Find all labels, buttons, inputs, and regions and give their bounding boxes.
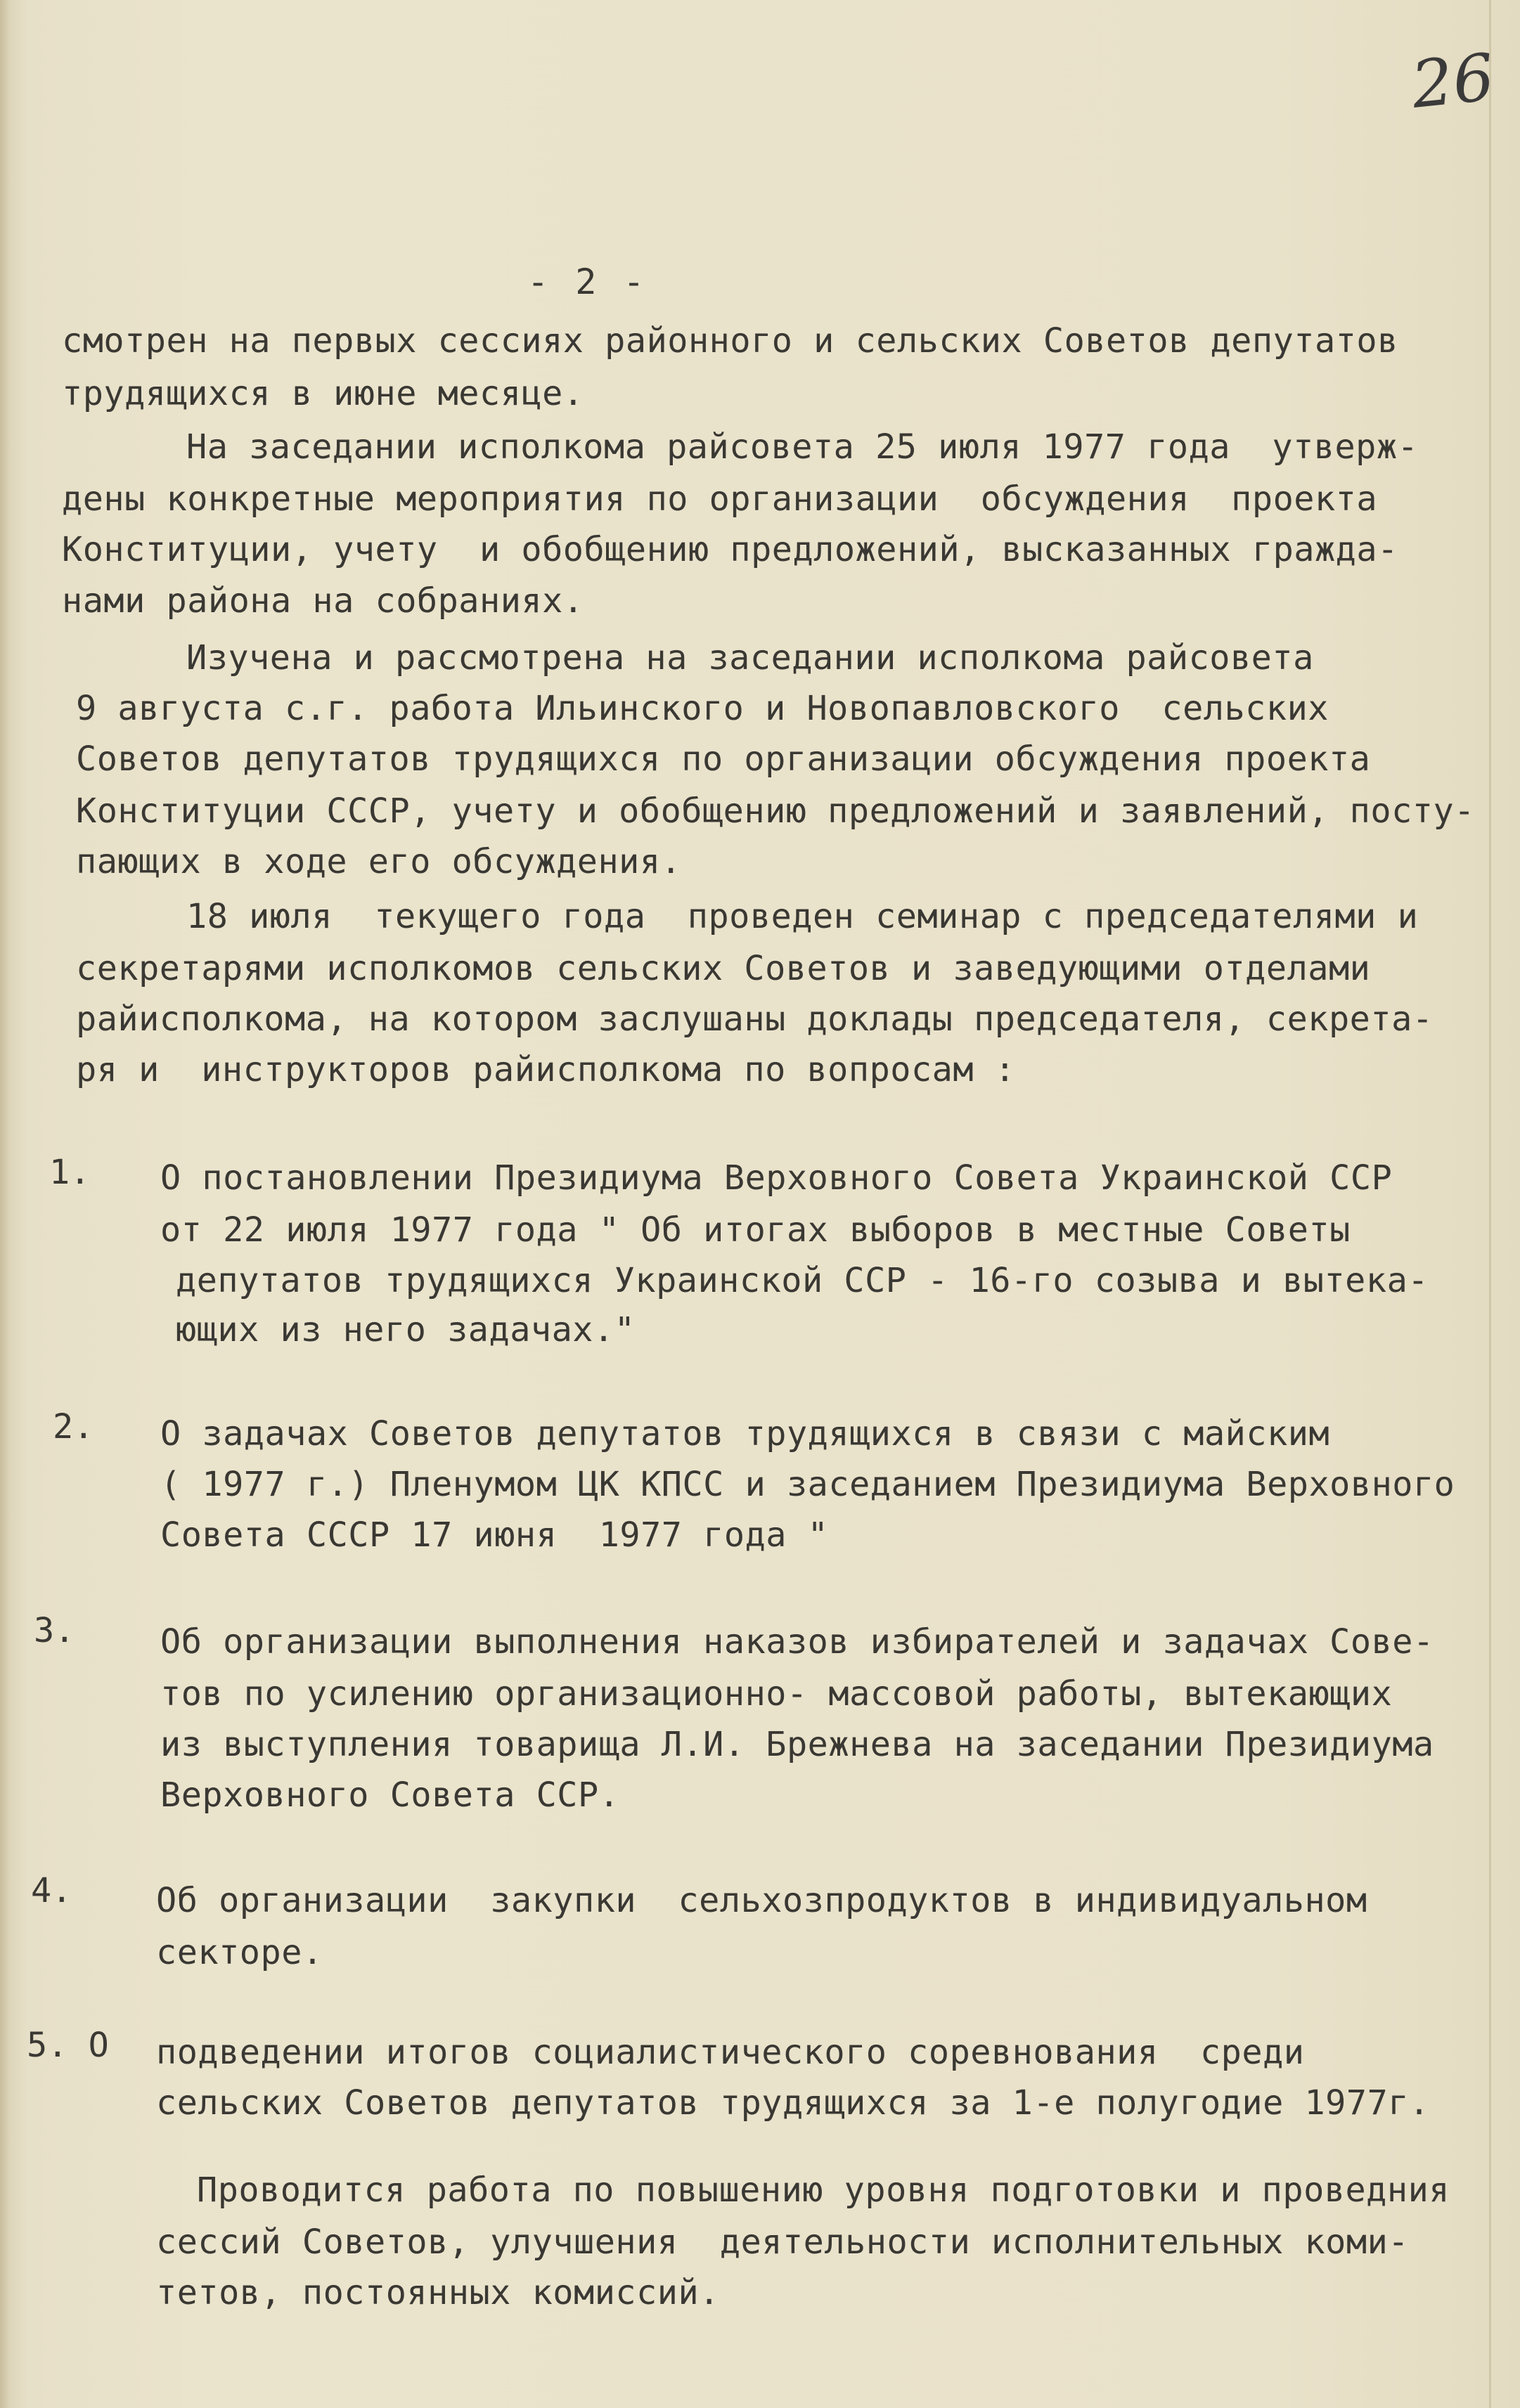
- paragraph-line: ря и инструкторов райисполкома по вопросам :: [76, 1050, 1016, 1089]
- paragraph-line: райисполкома, на котором заслушаны доклады председателя, секрета-: [76, 999, 1434, 1039]
- agenda-item-line: депутатов трудящихся Украинской ССР - 16-го созыва и вытека-: [176, 1261, 1429, 1300]
- agenda-item-number: 1.: [49, 1153, 91, 1192]
- paragraph-line: Конституции, учету и обобщению предложений, высказанных гражда-: [62, 530, 1398, 569]
- paragraph-line: пающих в ходе его обсуждения.: [76, 842, 682, 881]
- page-edge-fold: [1489, 0, 1491, 2408]
- paragraph-line: 9 августа с.г. работа Ильинского и Новопавловского сельских: [76, 689, 1329, 728]
- agenda-item-line: секторе.: [156, 1933, 323, 1972]
- agenda-item-line: из выступления товарища Л.И. Брежнева на заседании Президиума: [160, 1725, 1434, 1764]
- agenda-item-line: ( 1977 г.) Пленумом ЦК КПСС и заседанием Президиума Верховного: [160, 1465, 1455, 1504]
- paragraph-line: На заседании исполкома райсовета 25 июля 1977 года утверж-: [186, 427, 1419, 467]
- agenda-item-line: Об организации закупки сельхозпродуктов в индивидуальном: [156, 1881, 1367, 1920]
- agenda-item-line: О задачах Советов депутатов трудящихся в связи с майским: [160, 1414, 1330, 1454]
- paragraph-line: трудящихся в июне месяце.: [62, 374, 584, 413]
- agenda-item-number: 4.: [31, 1871, 72, 1910]
- binding-edge: [0, 0, 10, 2408]
- agenda-item-line: О постановлении Президиума Верховного Совета Украинской ССР: [160, 1158, 1393, 1198]
- paragraph-line: Конституции СССР, учету и обобщению предложений и заявлений, посту-: [76, 791, 1475, 831]
- paragraph-line: 18 июля текущего года проведен семинар с председателями и: [186, 897, 1419, 936]
- agenda-item-number: 5. О: [27, 2026, 109, 2065]
- folio-number: 26: [1408, 39, 1498, 123]
- paragraph-line: секретарями исполкомов сельских Советов и заведующими отделами: [76, 949, 1371, 988]
- closing-line: тетов, постоянных комиссий.: [156, 2273, 720, 2312]
- page-number: - 2 -: [527, 261, 648, 302]
- agenda-item-number: 2.: [53, 1407, 94, 1446]
- agenda-item-number: 3.: [34, 1611, 75, 1650]
- paragraph-line: Изучена и рассмотрена на заседании исполкома райсовета: [186, 638, 1314, 678]
- closing-line: Проводится работа по повышению уровня подготовки и проведния: [197, 2170, 1450, 2210]
- agenda-item-line: тов по усилению организационно- массовой работы, вытекающих: [160, 1674, 1393, 1714]
- agenda-item-line: от 22 июля 1977 года " Об итогах выборов в местные Советы: [160, 1210, 1351, 1250]
- paragraph-line: нами района на собраниях.: [62, 581, 584, 621]
- agenda-item-line: подведении итогов социалистического соревнования среди: [156, 2033, 1305, 2072]
- agenda-item-line: Об организации выполнения наказов избирателей и задачах Сове-: [160, 1622, 1434, 1662]
- agenda-item-line: ющих из него задачах.": [176, 1310, 636, 1349]
- agenda-item-line: сельских Советов депутатов трудящихся за 1-е полугодие 1977г.: [156, 2083, 1430, 2123]
- paragraph-line: дены конкретные мероприятия по организации обсуждения проекта: [62, 479, 1378, 519]
- agenda-item-line: Совета СССР 17 июня 1977 года ": [160, 1515, 829, 1555]
- paragraph-line: Советов депутатов трудящихся по организации обсуждения проекта: [76, 739, 1371, 779]
- agenda-item-line: Верховного Совета ССР.: [160, 1775, 620, 1815]
- closing-line: сессий Советов, улучшения деятельности исполнительных коми-: [156, 2222, 1409, 2262]
- paragraph-line: смотрен на первых сессиях районного и сельских Советов депутатов: [62, 321, 1398, 361]
